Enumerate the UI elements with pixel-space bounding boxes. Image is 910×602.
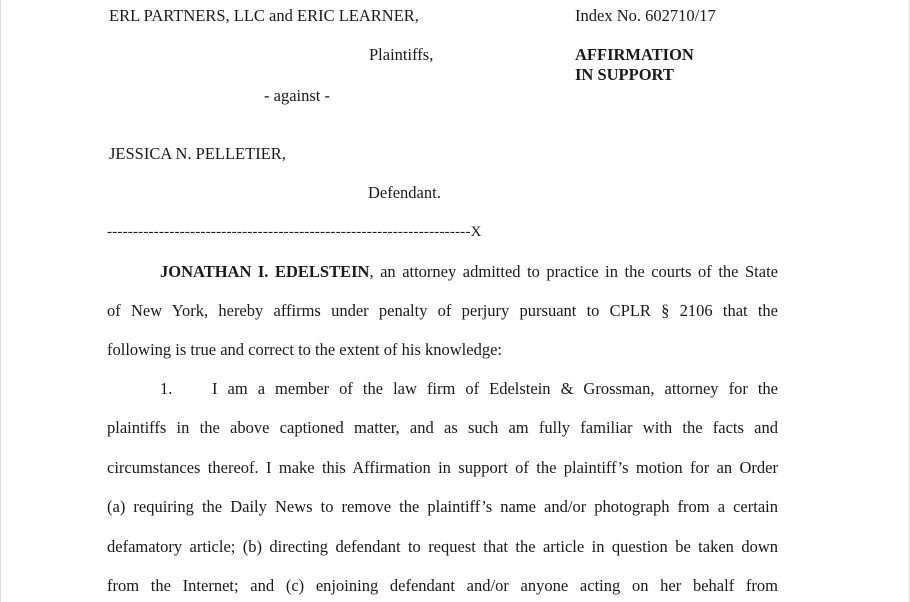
paragraph1-line3: circumstances thereof. I make this Affirmation in support of the plaintiff’s motion for an Order — [107, 458, 778, 477]
document-title-line2: IN SUPPORT — [575, 65, 674, 84]
plaintiffs-label: Plaintiffs, — [369, 45, 434, 64]
document-title-line1: AFFIRMATION — [575, 45, 694, 64]
defendant-label: Defendant. — [368, 183, 441, 202]
page-left-edge — [0, 0, 1, 602]
opening-paragraph-line3: following is true and correct to the extent of his knowledge: — [107, 340, 502, 359]
paragraph1-line4: (a) requiring the Daily News to remove the plaintiff’s name and/or photograph from a certain — [107, 497, 778, 516]
paragraph1-line5: defamatory article; (b) directing defendant to request that the article in question be taken down — [107, 537, 778, 556]
caption-separator: ----------------------------------------------------------------------X — [107, 224, 482, 240]
defendant-name: JESSICA N. PELLETIER, — [109, 144, 286, 163]
opening-paragraph-line2: of New York, hereby affirms under penalty of perjury pursuant to CPLR § 2106 that the — [107, 301, 778, 320]
index-number: Index No. 602710/17 — [575, 6, 716, 25]
paragraph-number: 1. — [160, 379, 173, 398]
paragraph1-line1: I am a member of the law firm of Edelstein & Grossman, attorney for the — [212, 379, 778, 398]
affiant-name: JONATHAN I. EDELSTEIN — [160, 262, 370, 281]
paragraph1-line2: plaintiffs in the above captioned matter, and as such am fully familiar with the facts and — [107, 418, 778, 437]
against-label: - against - — [264, 86, 330, 105]
opening-paragraph-line1-rest: , an attorney admitted to practice in the courts of the State — [369, 262, 778, 281]
plaintiffs-names: ERL PARTNERS, LLC and ERIC LEARNER, — [109, 6, 419, 25]
paragraph1-line6: from the Internet; and (c) enjoining defendant and/or anyone acting on her behalf from — [107, 576, 778, 595]
opening-paragraph-line1 — [107, 262, 778, 282]
